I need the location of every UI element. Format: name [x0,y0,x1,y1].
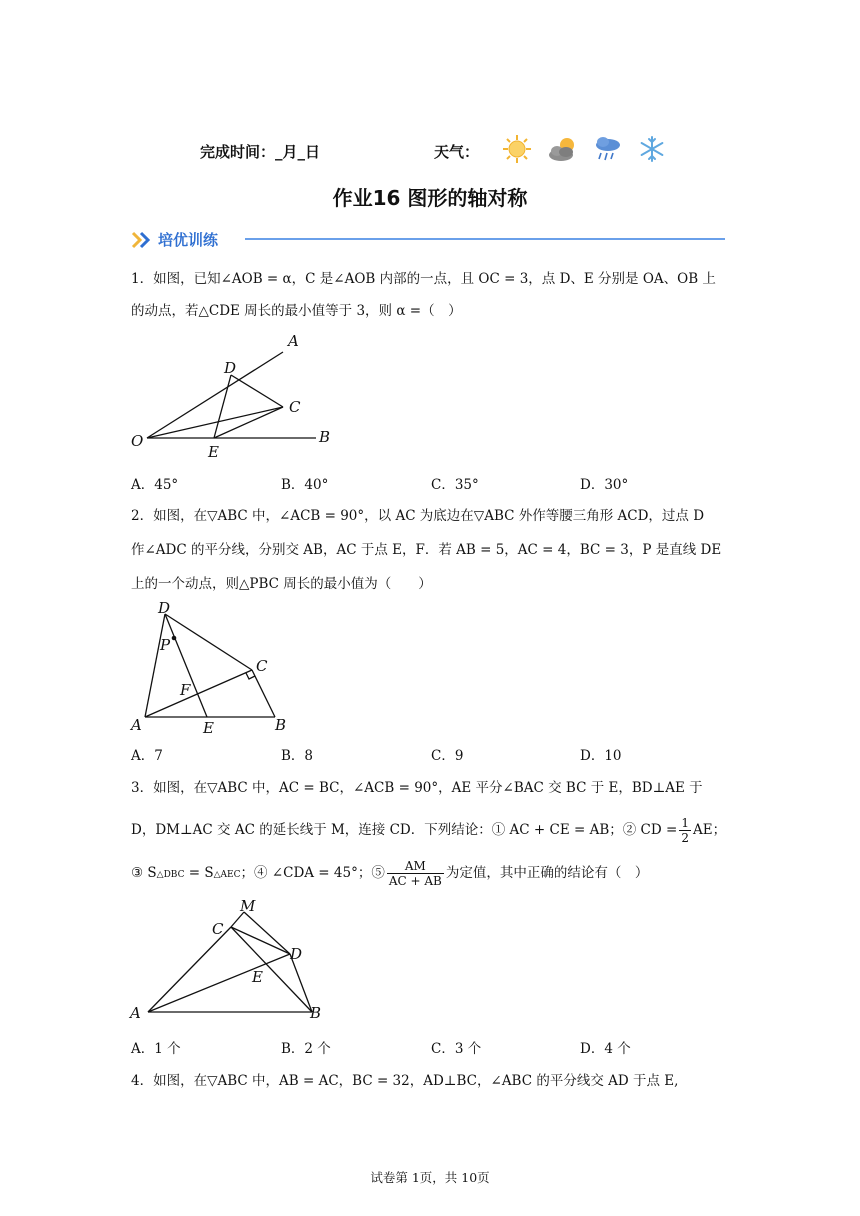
snowflake-icon [638,135,666,163]
question-1-line-2: 的动点，若△CDE 周长的最小值等于 3，则 α =（ ） [131,303,462,319]
q3-label-m: M [240,897,256,915]
q2-option-c[interactable]: C．9 [431,748,464,764]
q2-label-d: D [158,599,171,617]
double-chevron-icon [131,231,153,249]
sun-icon [502,134,532,164]
q1-label-c: C [289,398,301,416]
q2-option-d[interactable]: D．10 [580,748,622,764]
q1-label-e: E [208,443,219,461]
q3-label-e: E [252,968,263,986]
q2-label-b: B [275,716,287,734]
q3-label-d: D [290,945,303,963]
q2-label-c: C [256,657,268,675]
q1-option-d[interactable]: D．30° [580,477,629,493]
q3-option-b[interactable]: B．2 个 [281,1041,331,1057]
q3-label-a: A [130,1004,141,1022]
question-3-figure [128,894,328,1024]
q3-option-c[interactable]: C．3 个 [431,1041,482,1057]
q3-option-a[interactable]: A．1 个 [131,1041,181,1057]
fraction-one-half: $\frac{1}{2}$ [681,816,689,845]
q2-label-f: F [180,681,191,699]
q1-label-d: D [224,359,237,377]
question-3-line-2: D，DM⊥AC 交 AC 的延长线于 M，连接 CD．下列结论：① AC + CE = AB；② CD = $\frac{1}{2}$ AE； [131,816,727,845]
q1-label-b: B [319,428,331,446]
question-2-figure [128,598,298,738]
q1-option-b[interactable]: B．40° [281,477,329,493]
page-title: 作业16 图形的轴对称 [332,186,528,210]
q2-option-b[interactable]: B．8 [281,748,314,764]
rain-icon [592,134,624,164]
question-4-line-1: 4．如图，在▽ABC 中，AB = AC，BC = 32，AD⊥BC，∠ABC 的平分线交 AD 于点 E, [131,1073,679,1089]
q1-option-a[interactable]: A．45° [131,477,179,493]
question-1-figure [128,330,343,465]
q1-label-o: O [131,432,144,450]
question-2-line-1: 2．如图，在▽ABC 中，∠ACB = 90°，以 AC 为底边在▽ABC 外作等腰三角形 ACD，过点 D [131,508,705,524]
q2-option-a[interactable]: A．7 [131,748,163,764]
question-3-line-1: 3．如图，在▽ABC 中，AC = BC，∠ACB = 90°，AE 平分∠BAC 交 BC 于 E，BD⊥AE 于 [131,780,703,796]
completion-time-label: 完成时间：_月_日 [200,143,321,161]
q2-label-e: E [203,719,214,737]
q3-label-b: B [310,1004,322,1022]
page-footer: 试卷第 1页，共 10页 [370,1170,490,1185]
question-1-line-1: 1．如图，已知∠AOB = α，C 是∠AOB 内部的一点，且 OC = 3，点 D、E 分别是 OA、OB 上 [131,271,716,287]
partly-cloudy-icon [546,134,580,164]
question-3-line-3: ③ S△DBC = S△AEC；④ ∠CDA = 45°；⑤ $\frac{AM}{AC + AB}$ 为定值，其中正确的结论有（ ） [131,859,649,888]
weather-label: 天气： [434,143,480,161]
q2-label-p: P [160,636,171,654]
question-2-line-2: 作∠ADC 的平分线，分别交 AB，AC 于点 E，F．若 AB = 5，AC = 4，BC = 3，P 是直线 DE [131,542,722,558]
section-label: 培优训练 [158,231,219,249]
q3-label-c: C [212,920,224,938]
section-divider [245,238,725,240]
fraction-am-ratio: $\frac{AM}{AC + AB}$ [388,859,442,888]
q3-option-d[interactable]: D．4 个 [580,1041,631,1057]
q1-option-c[interactable]: C．35° [431,477,479,493]
q2-label-a: A [131,716,142,734]
question-2-line-3: 上的一个动点，则△PBC 周长的最小值为（ ） [131,576,432,592]
q1-label-a: A [288,332,299,350]
